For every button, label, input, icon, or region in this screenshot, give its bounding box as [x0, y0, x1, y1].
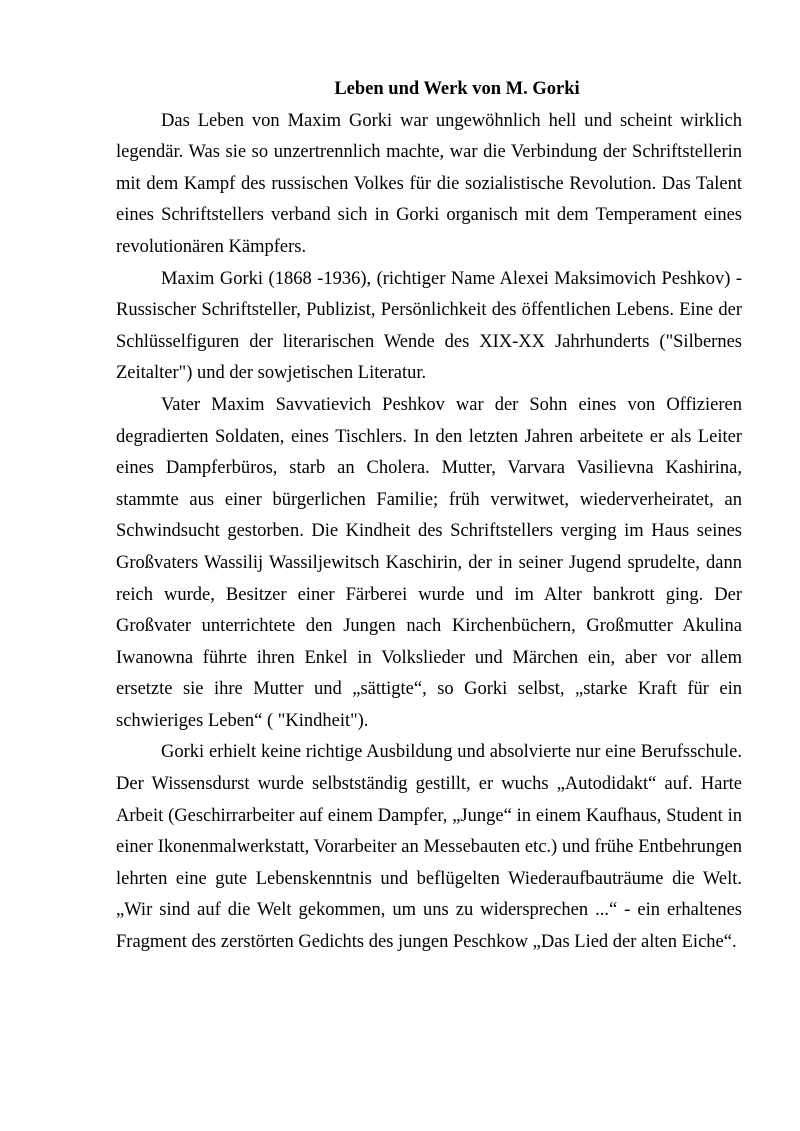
document-page	[116, 74, 742, 959]
paragraph-education: Gorki erhielt keine richtige Ausbildung und absolvierte nur eine Berufsschule. Der Wissensdurst wurde selbstständig gestillt, er wuchs „Autodidakt“ auf. Harte Arbeit (Geschirrarbeiter auf einem Dampfer, „Junge“ in einem Kaufhaus, Student in einer Ikonenmalwerkstatt, Vorarbeiter an Messebauten etc.) und frühe Entbehrungen lehrten eine gute Lebenskenntnis und beflügelten Wiederaufbauträume die Welt. „Wir sind auf die Welt gekommen, um uns zu widersprechen ...“ - ein erhaltenes Fragment des zerstörten Gedichts des jungen Peschkow „Das Lied der alten Eiche“.	[116, 742, 742, 953]
paragraph-biography: Maxim Gorki (1868 -1936), (richtiger Name Alexei Maksimovich Peshkov) - Russischer Schriftsteller, Publizist, Persönlichkeit des öffentlichen Lebens. Eine der Schlüsselfiguren der literarischen Wende des XIX-XX Jahrhunderts ("Silbernes Zeitalter") und der sowjetischen Literatur.	[116, 268, 742, 384]
paragraph-family: Vater Maxim Savvatievich Peshkov war der Sohn eines von Offizieren degradierten Soldaten, eines Tischlers. In den letzten Jahren arbeitete er als Leiter eines Dampferbüros, starb an Cholera. Mutter, Varvara Vasilievna Kashirina, stammte aus einer bürgerlichen Familie; früh verwitwet, wiederverheiratet, an Schwindsucht gestorben. Die Kindheit des Schriftstellers verging im Haus seines Großvaters Wassilij Wassiljewitsch Kaschirin, der in seiner Jugend sprudelte, dann reich wurde, Besitzer einer Färberei wurde und im Alter bankrott ging. Der Großvater unterrichtete den Jungen nach Kirchenbüchern, Großmutter Akulina Iwanowna führte ihren Enkel in Volkslieder und Märchen ein, aber vor allem ersetzte sie ihre Mutter und „sättigte“, so Gorki selbst, „starke Kraft für ein schwieriges Leben“ ( "Kindheit").	[116, 394, 742, 731]
paragraph-intro: Das Leben von Maxim Gorki war ungewöhnlich hell und scheint wirklich legendär. Was sie so unzertrennlich machte, war die Verbindung der Schriftstellerin mit dem Kampf des russischen Volkes für die sozialistische Revolution. Das Talent eines Schriftstellers verband sich in Gorki organisch mit dem Temperament eines revolutionären Kämpfers.	[116, 110, 742, 257]
document-title: Leben und Werk von M. Gorki	[334, 79, 580, 99]
